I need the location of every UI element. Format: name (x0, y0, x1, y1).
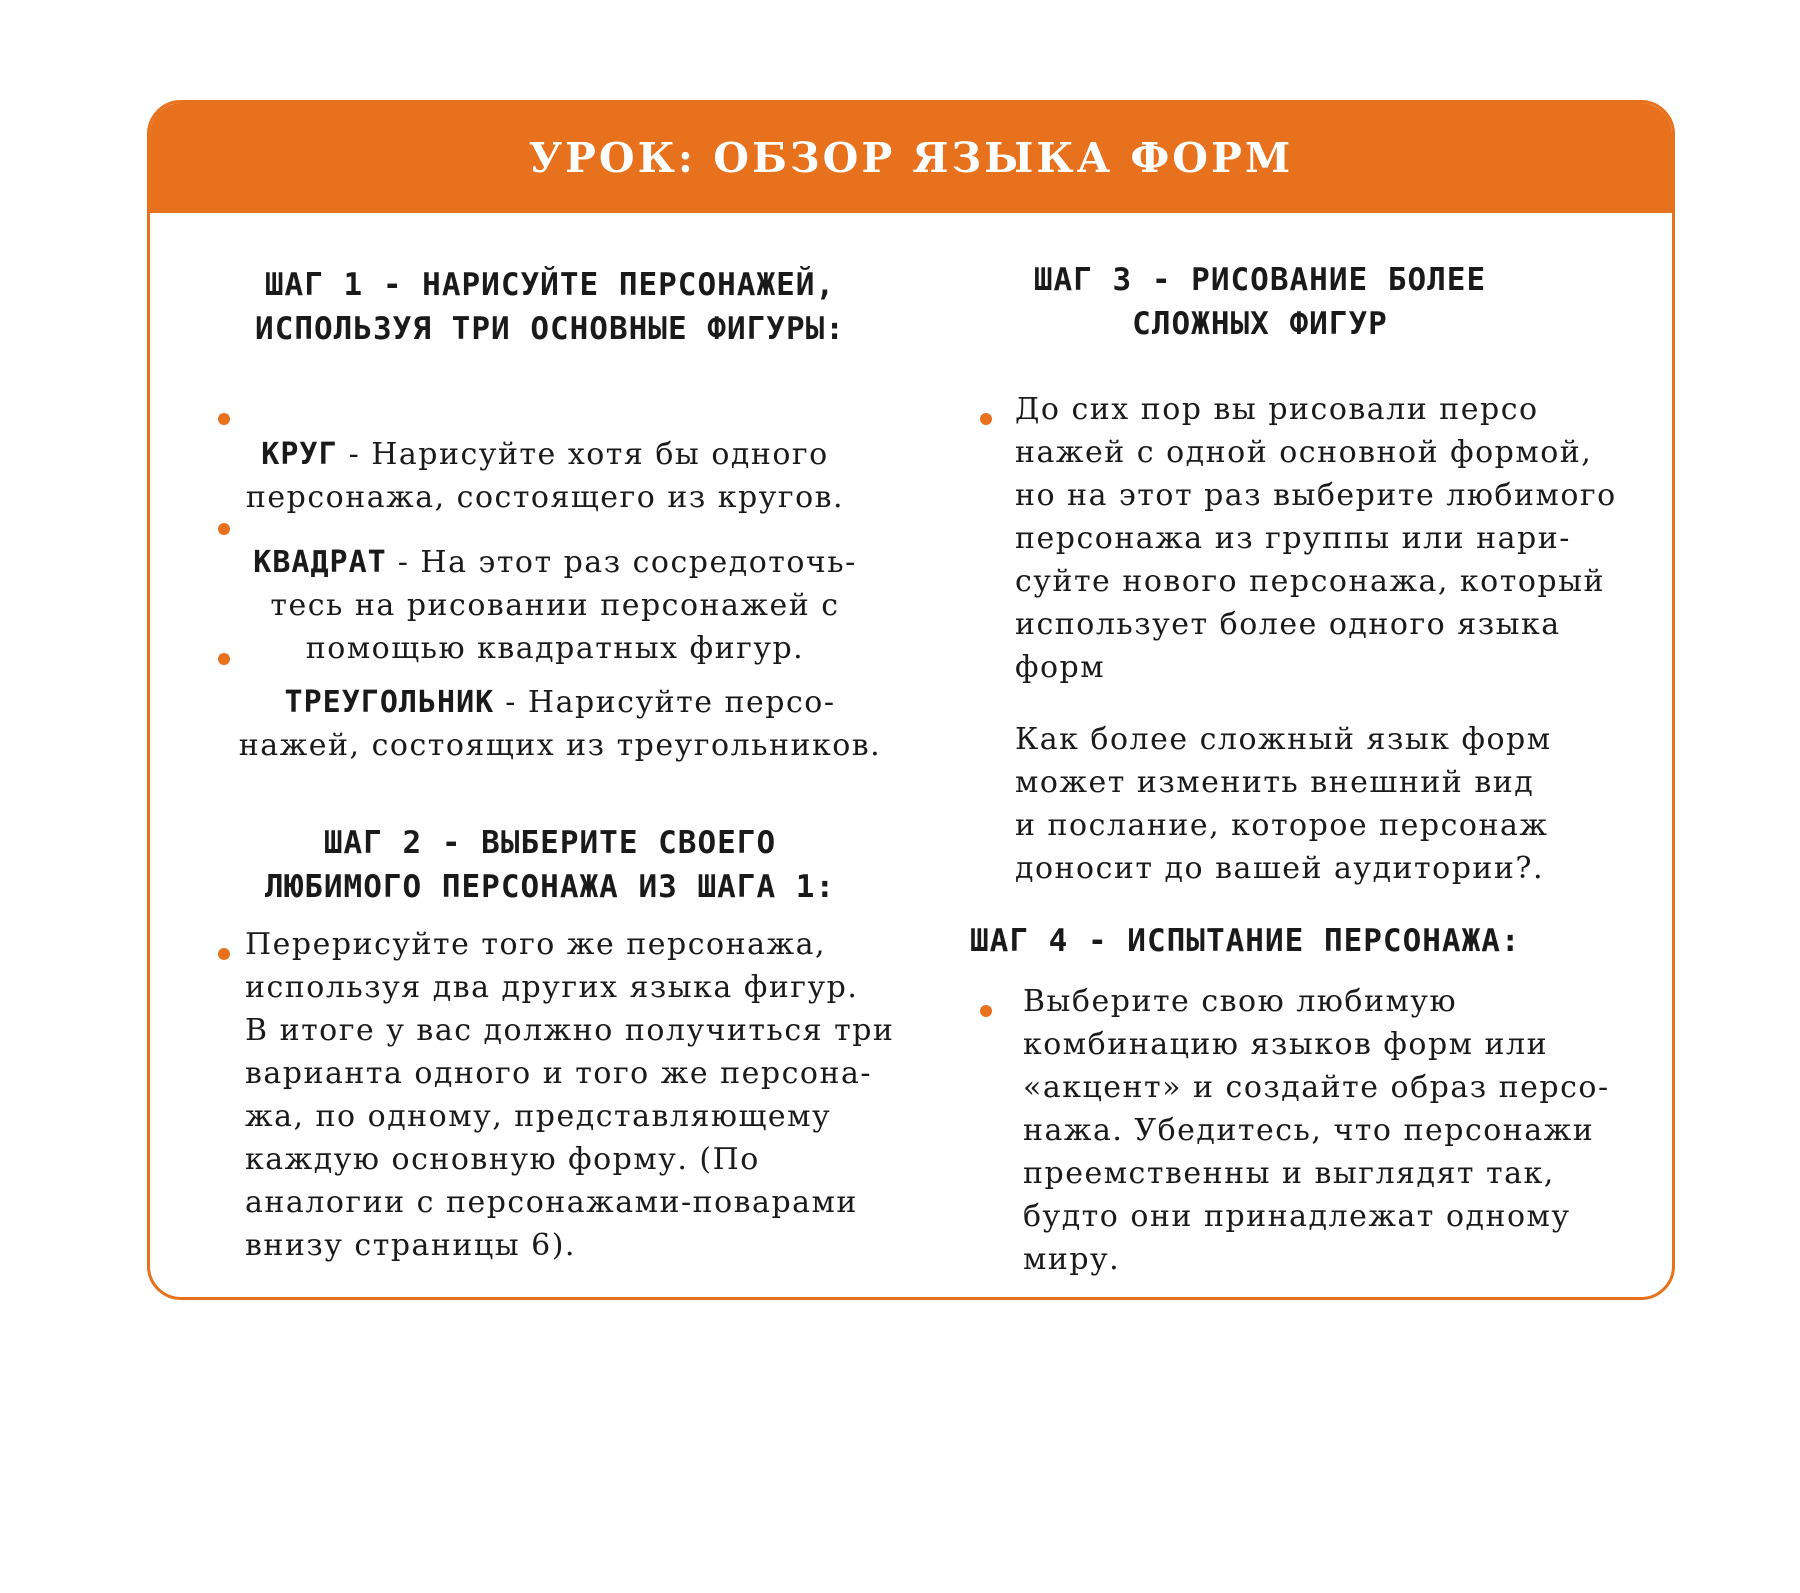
bullet-icon (218, 523, 230, 535)
bullet-icon (218, 413, 230, 425)
step2-text: Перерисуйте того же персонажа, используя два других языка фигур. В итоге у вас должно получиться три варианта одного и того же персона- жа, по одному, представляющему каждую основную форму. (По аналогии с персонажами-поварами внизу страницы 6). (245, 927, 895, 1263)
lesson-title: УРОК: ОБЗОР ЯЗЫКА ФОРМ (528, 134, 1294, 182)
bullet-icon (980, 413, 992, 425)
term-circle: КРУГ (261, 437, 338, 472)
lesson-header (150, 103, 1672, 213)
item-text: - Нарисуйте хотя бы одного персонажа, состоящего из кругов. (245, 437, 845, 515)
item-text: - На этот раз сосредоточь- тесь на рисовании персонажей с помощью квадратных фигур. (270, 545, 857, 666)
step3-question: Как более сложный язык форм может изменить внешний вид и послание, которое персонаж доносит до вашей аудитории?. (1015, 722, 1552, 886)
term-triangle: ТРЕУГОЛЬНИК (284, 685, 495, 720)
step4-text: Выберите свою любимую комбинацию языков форм или «акцент» и создайте образ персо- нажа. Убедитесь, что персонажи преемственны и выглядят так, будто они принадлежат одному миру. (1023, 984, 1610, 1277)
bullet-icon (980, 1005, 992, 1017)
lesson-card (147, 100, 1675, 1300)
step4-heading: ШАГ 4 - ИСПЫТАНИЕ ПЕРСОНАЖА: (970, 923, 1521, 959)
step3-heading: ШАГ 3 - РИСОВАНИЕ БОЛЕЕ СЛОЖНЫХ ФИГУР (1033, 262, 1487, 342)
term-square: КВАДРАТ (253, 545, 387, 580)
item-text: - Нарисуйте персо- нажей, состоящих из треугольников. (238, 685, 882, 763)
step1-heading: ШАГ 1 - НАРИСУЙТЕ ПЕРСОНАЖЕЙ, ИСПОЛЬЗУЯ ТРИ ОСНОВНЫЕ ФИГУРЫ: (255, 267, 845, 347)
step2-heading: ШАГ 2 - ВЫБЕРИТЕ СВОЕГО ЛЮБИМОГО ПЕРСОНАЖА ИЗ ШАГА 1: (264, 825, 836, 905)
step3-text: До сих пор вы рисовали персо нажей с одной основной формой, но на этот раз выберите любимого персонажа из группы или нари- суйте нового персонажа, который использует более одного языка форм (1015, 392, 1617, 685)
bullet-icon (218, 948, 230, 960)
step1-item-triangle (220, 638, 900, 767)
